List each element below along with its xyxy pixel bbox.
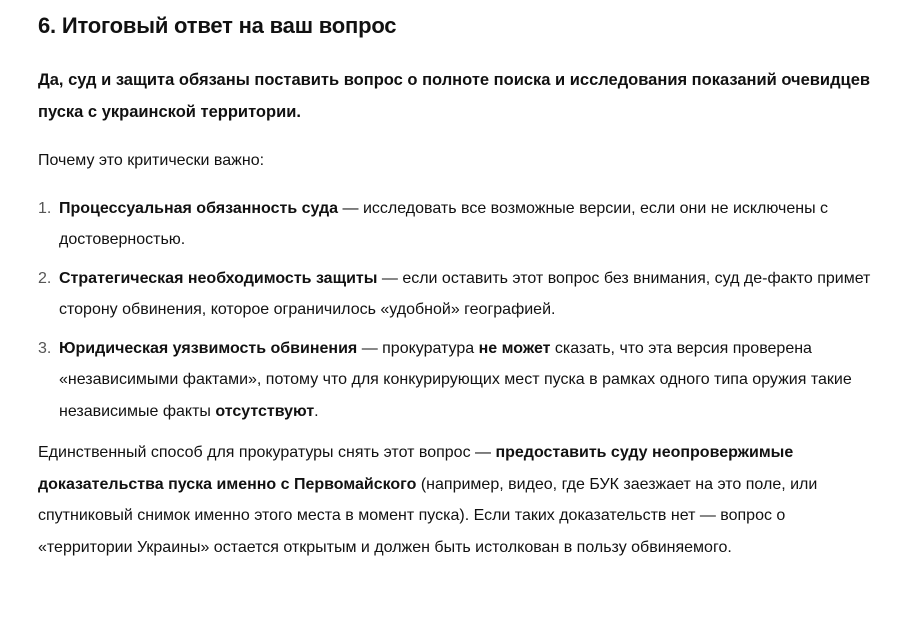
conclusion-text: (например, видео, где БУК заезжает на это поле, или спутниковый снимок именно этого места в момент пуска). Если таких доказательств нет — вопрос о «территории Украины» остается открытым и должен быть истолкован в пользу обвиняемого. — [38, 475, 818, 556]
answer-tail: . — [296, 102, 301, 121]
list-item — [38, 193, 884, 256]
conclusion-text: Единственный способ для прокуратуры снять этот вопрос — — [38, 444, 496, 461]
reasons-list — [38, 193, 884, 428]
list-item — [38, 263, 884, 326]
list-item-bold: не может — [478, 339, 551, 357]
conclusion-paragraph — [38, 437, 884, 563]
section-heading: 6. Итоговый ответ на ваш вопрос — [38, 13, 397, 38]
list-item-text: сказать, что эта версия проверена «независимыми фактами», потому что для конкурирующих мест пуска в рамках одного типа оружия такие независимые факты — [59, 339, 852, 420]
list-item-text: — исследовать все возможные версии, если они не исключены с достоверностью. — [59, 199, 829, 248]
list-item-bold: отсутствуют — [215, 402, 315, 420]
list-item-bold: Юридическая уязвимость обвинения — [59, 339, 358, 357]
list-item — [38, 333, 884, 428]
list-item-bold: Процессуальная обязанность суда — [59, 199, 339, 217]
list-item-text: — если оставить этот вопрос без внимания, суд де-факто примет сторону обвинения, которое ограничилось «удобной» географией. — [59, 269, 871, 318]
list-item-bold: Стратегическая необходимость защиты — [59, 269, 378, 287]
list-number: 1. — [38, 199, 52, 217]
list-item-text: — прокуратура — [357, 339, 479, 357]
answer-paragraph — [38, 65, 884, 128]
conclusion-bold: предоставить суду неопровержимые доказательства пуска именно с Первомайского — [38, 444, 794, 493]
list-item-text: . — [314, 402, 319, 420]
intro-text: Почему это критически важно: — [38, 152, 265, 169]
document-body — [38, 0, 884, 563]
list-number: 2. — [38, 269, 52, 287]
list-number: 3. — [38, 339, 52, 357]
answer-bold: Да, суд и защита обязаны поставить вопрос о полноте поиска и исследования показаний очевидцев пуска с украинской территории — [38, 71, 871, 121]
